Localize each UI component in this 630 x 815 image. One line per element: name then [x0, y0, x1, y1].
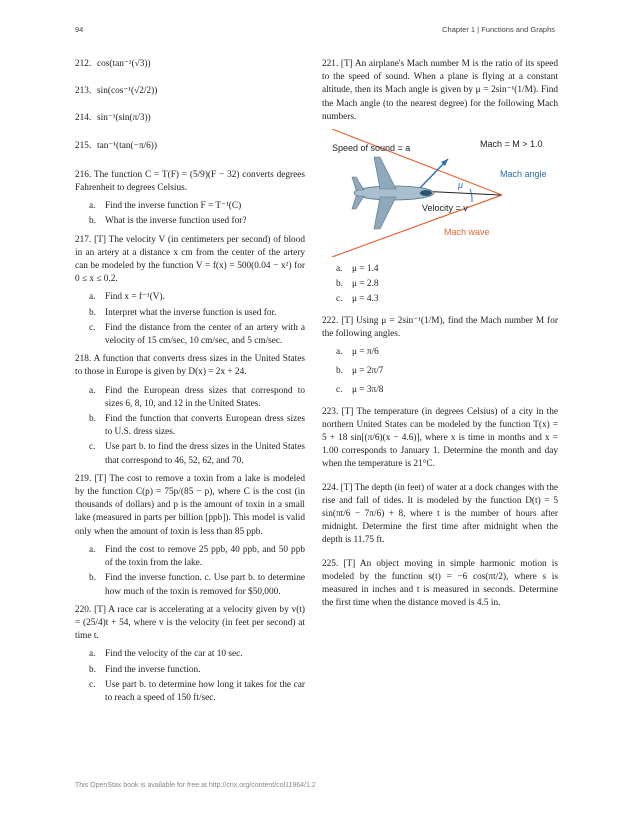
page-number: 94	[75, 25, 84, 34]
list-item: a. Find the inverse function F = T⁻¹(C)	[89, 201, 242, 212]
list-item: b. What is the inverse function used for?	[89, 216, 247, 227]
exercise-213: 213. sin(cos⁻¹(√2/2))	[75, 86, 158, 97]
velocity-label: Velocity = v	[422, 203, 468, 214]
speed-of-sound-label: Speed of sound = a	[332, 143, 411, 154]
exercise-212: 212. cos(tan⁻¹(√3))	[75, 59, 151, 69]
exercise-214: 214. sin⁻¹(sin(π/3))	[75, 113, 151, 124]
list-item: a. Find x = f⁻¹(V).	[89, 292, 165, 303]
exercise-221-parts	[336, 263, 558, 307]
mu-label: μ	[458, 180, 463, 191]
exercise-220: 220. [T] A race car is accelerating at a velocity given by v(t) = (25/4)t + 54, where v is the velocity (in feet per second) at time t.	[75, 604, 305, 642]
exercise-220-parts	[89, 648, 305, 705]
list-item: b. Interpret what the inverse function is used for.	[89, 307, 277, 318]
exercise-222-parts	[336, 346, 558, 398]
chapter-title: Chapter 1 | Functions and Graphs	[442, 25, 555, 34]
list-item: c. μ = 3π/8	[336, 385, 384, 396]
footer-note: This OpenStax book is available for free at http://cnx.org/content/col11964/1.2	[75, 782, 316, 789]
list-item: c. μ = 4.3	[336, 294, 379, 305]
mach-number-label: Mach = M > 1.0	[480, 139, 543, 150]
exercise-221: 221. [T] An airplane's Mach number M is the ratio of its speed to the speed of sound. When a plane is flying at a constant altitude, then its Mach angle is given by μ = 2sin⁻¹(1/M). Find the Mach angle (to the nearest degree) for the following Mach numbers.	[322, 59, 558, 122]
mach-angle-label: Mach angle	[500, 169, 547, 180]
mach-diagram	[322, 129, 558, 257]
exercise-216: 216. The function C = T(F) = (5/9)(F − 32) converts degrees Fahrenheit to degrees Celsius.	[75, 169, 305, 194]
airplane-icon	[352, 157, 434, 229]
exercise-219-parts	[89, 544, 305, 599]
exercise-215: 215. tan⁻¹(tan(−π/6))	[75, 140, 157, 151]
exercise-218: 218. A function that converts dress sizes in the United States to those in Europe is given by D(x) = 2x + 24.	[75, 354, 305, 378]
exercise-218-parts	[89, 385, 305, 468]
left-column	[75, 58, 305, 710]
exercise-217-parts	[89, 291, 305, 348]
list-item: a. μ = π/6	[336, 347, 379, 358]
exercise-223: 223. [T] The temperature (in degrees Celsius) of a city in the northern United States can be modeled by the function T(x) = 5 + 18 sin[(π/6)(x − 4.6)], where x is time in months and x = 1.00 corresponds to January 1. Determine the month and day when the temperature is 21°C.	[322, 406, 558, 470]
exercise-216-parts	[89, 200, 305, 228]
exercise-217: 217. [T] The velocity V (in centimeters per second) of blood in an artery at a distance x cm from the center of the artery can be modeled by the function V = f(x) = 500(0.04 − x²) for 0 ≤ x ≤ 0.2.	[75, 234, 305, 285]
mach-angle-arc	[470, 189, 472, 202]
exercise-219: 219. [T] The cost to remove a toxin from a lake is modeled by the function C(p) = 75p/(85 − p), where C is the cost (in thousands of dollars) and p is the amount of toxin in a small lake (measured in parts per billion [ppb]). This model is valid only when the amount of toxin is less than 85 ppb.	[75, 473, 305, 537]
list-item: c. Use part b. to find the dress sizes in the United States that correspond to 46, 52, 62, and 70.	[89, 442, 305, 466]
list-item: a. Find the velocity of the car at 10 sec.	[89, 649, 243, 660]
list-item: b. μ = 2.8	[336, 279, 379, 290]
right-column	[322, 58, 558, 615]
list-item: a. Find the European dress sizes that correspond to sizes 6, 8, 10, and 12 in the United States.	[89, 385, 305, 409]
exercise-222: 222. [T] Using μ = 2sin⁻¹(1/M), find the Mach number M for the following angles.	[322, 315, 558, 339]
list-item: b. Find the inverse function.	[89, 664, 201, 675]
list-item: b. Find the function that converts European dress sizes to U.S. dress sizes.	[89, 414, 305, 438]
list-item: c. Use part b. to determine how long it takes for the car to reach a speed of 150 ft/sec.	[89, 679, 305, 703]
list-item: b. Find the inverse function. c. Use part b. to determine how much of the toxin is removed for $50,000.	[89, 573, 305, 597]
list-item: a. μ = 1.4	[336, 264, 379, 275]
list-item: b. μ = 2π/7	[336, 366, 384, 377]
list-item: a. Find the cost to remove 25 ppb, 40 ppb, and 50 ppb of the toxin from the lake.	[89, 544, 305, 569]
mach-wave-label: Mach wave	[444, 227, 490, 238]
exercise-224: 224. [T] The depth (in feet) of water at a dock changes with the rise and fall of tides. It is modeled by the function D(t) = 5 sin(πt/6 − 7π/6) + 8, where t is the number of hours after midnight. Determine the first time after midnight when the depth is 11.75 ft.	[322, 482, 558, 546]
exercise-225: 225. [T] An object moving in simple harmonic motion is modeled by the function s(t) = −6 cos(πt/2), where s is measured in inches and t is measured in seconds. Determine the first time when the distance moved is 4.5 in.	[322, 558, 558, 609]
list-item: c. Find the distance from the center of an artery with a velocity of 15 cm/sec, 10 cm/sec, and 5 cm/sec.	[89, 322, 305, 347]
